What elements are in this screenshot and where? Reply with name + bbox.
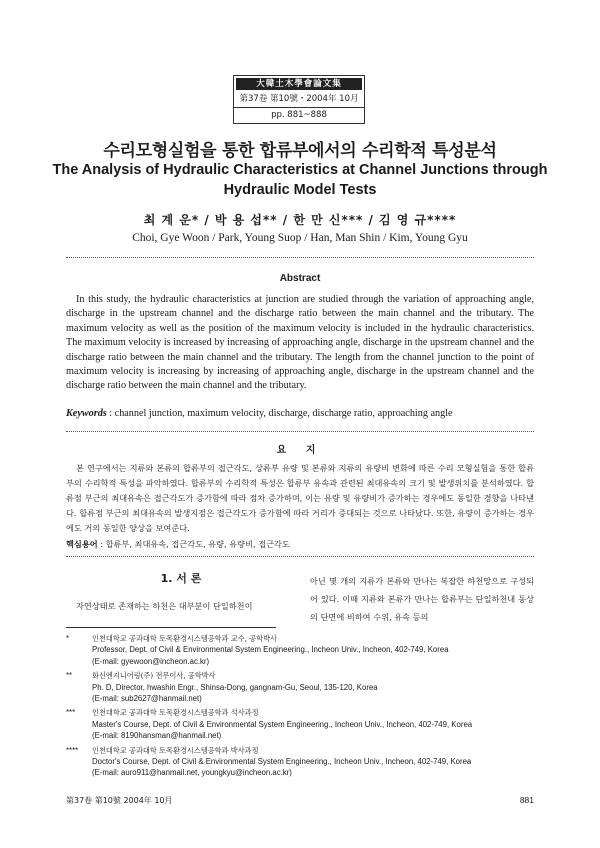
divider (66, 556, 534, 557)
ko-keywords-label: 핵심용어 (66, 539, 98, 549)
journal-volume: 第37卷 第10號・2004年 10月 (234, 92, 364, 108)
authors-korean: 최 계 운* / 박 용 섭** / 한 만 신*** / 김 영 규**** (143, 213, 457, 227)
ko-keywords-text: : 합류부, 최대유속, 접근각도, 유량, 유량비, 접근각도 (100, 539, 290, 549)
divider (66, 431, 534, 432)
footnotes (66, 633, 536, 782)
footnote-ko: 인천대학교 공과대학 토목환경시스템공학과 박사과정 (92, 745, 259, 755)
footnote-mark: **** (66, 745, 79, 755)
body-text-left: 자연상태로 존재하는 하천은 대부분이 단일하천이 (76, 601, 253, 611)
body-text-right: 아닌 몇 개의 지류가 본류와 만나는 복잡한 하천망으로 구성되어 있다. 이때 지류와 본류가 만나는 합류부는 단일하천내 동상의 단면에 비하여 수위, 유속 등의 (310, 576, 534, 622)
section-heading: 1. 서 론 (160, 572, 202, 585)
footer-journal-issue: 第37卷 第10號 2004年 10月 (66, 796, 173, 805)
footnote-en: Ph. D, Director, hwashin Engr., Shinsa-Dong, gangnam-Gu, Seoul, 135-120, Korea (92, 682, 378, 692)
footnote-ko: 인천대학교 공과대학 토목환경시스템공학과 교수, 공학박사 (92, 634, 278, 643)
footnote-en: Doctor's Course, Dept. of Civil & Environmental System Engineering., Incheon Univ., Incheon, 402-749, Korea (92, 757, 472, 767)
footnote-mark: *** (66, 708, 76, 718)
title-korean: 수리모형실험을 통한 합류부에서의 수리학적 특성분석 (103, 141, 497, 161)
footnote-mark: * (66, 634, 70, 643)
title-english: The Analysis of Hydraulic Characteristics at Channel Junctions through Hydraulic Model Tests (52, 162, 548, 198)
footnote (66, 670, 536, 704)
abstract-heading: Abstract (279, 273, 321, 284)
divider (66, 257, 534, 258)
journal-pages: pp. 881~888 (271, 110, 327, 120)
footnote (66, 707, 536, 741)
footnote-mark: ** (66, 671, 73, 681)
abstract-keywords (66, 408, 534, 419)
keywords-text: : channel junction, maximum velocity, discharge, discharge ratio, approaching angle (109, 408, 453, 419)
footnote-email: (E-mail: auro911@hanmail.net, youngkyu@incheon.ac.kr) (92, 768, 292, 778)
footnote-email: (E-mail: gyewoon@incheon.ac.kr) (92, 656, 210, 666)
journal-info-box (233, 75, 365, 124)
yoji-keywords (66, 539, 534, 550)
yoji-heading: 요 지 (276, 445, 324, 456)
footnote-ko: 인천대학교 공과대학 토목환경시스템공학과 석사과정 (92, 708, 259, 718)
footnote-email: (E-mail: sub2627@hanmail.net) (92, 694, 202, 704)
footnote-ko: 화신엔지니어링(주) 전무이사, 공학박사 (92, 671, 216, 681)
journal-name: 大韓土木學會論文集 (236, 78, 362, 90)
footnote-email: (E-mail: 8190hansman@hanmail.net) (92, 731, 222, 741)
footnote-en: Master's Course, Dept. of Civil & Environmental System Engineering., Incheon Univ., Incheon, 402-749, Korea (92, 719, 473, 729)
keywords-label: Keywords (66, 408, 107, 419)
footnote-rule (66, 627, 276, 628)
footnote (66, 633, 536, 667)
yoji-body: 본 연구에서는 지류와 본류의 합류부의 접근각도, 상류부 유량 및 본류와 지류의 유량비 변화에 따른 수리 모형실험을 통한 합류부의 수리학적 특성을 파악하였다. 합류부의 수리학적 특성은 합류부 유속과 관련된 최대유속의 크기 및 발생위치를 분석하였다. 합류점 부근의 최대유속은 접근각도가 증가함에 따라 점차 증가하며, 이는 유량 및 유량비가 증가하는 경우에도 동일한 경향을 나타낸다. 합류점 부근의 최대유속의 발생지점은 접근각도가 증가함에 따라 거리가 증대되는 것으로 나타났다. 또한, 유량이 증가하는 경우에도 거의 동일한 양상을 보여준다. (66, 463, 534, 533)
authors-english: Choi, Gye Woon / Park, Young Suop / Han, Man Shin / Kim, Young Gyu (132, 232, 468, 244)
footnote (66, 745, 536, 779)
footnote-en: Professor, Dept. of Civil & Environmental System Engineering., Incheon Univ., Incheon, 402-749, Korea (92, 645, 449, 655)
page-number: 881 (519, 795, 534, 805)
abstract-body: In this study, the hydraulic characteristics at junction are studied through the variation of approaching angle, discharge in the upstream channel and the discharge ratio between the main channel and the tributary. The maximum velocity as well as the position of the maximum velocity is included in the hydraulic characteristics. The maximum velocity is increased by increasing of approaching angle, discharge in the upstream channel and the discharge ratio between the main channel and the tributary. The length from the channel junction to the point of maximum velocity is increasing by increasing of approaching angle, discharge in the upstream channel and the discharge ratio between the main channel and the tributary. (66, 294, 534, 392)
